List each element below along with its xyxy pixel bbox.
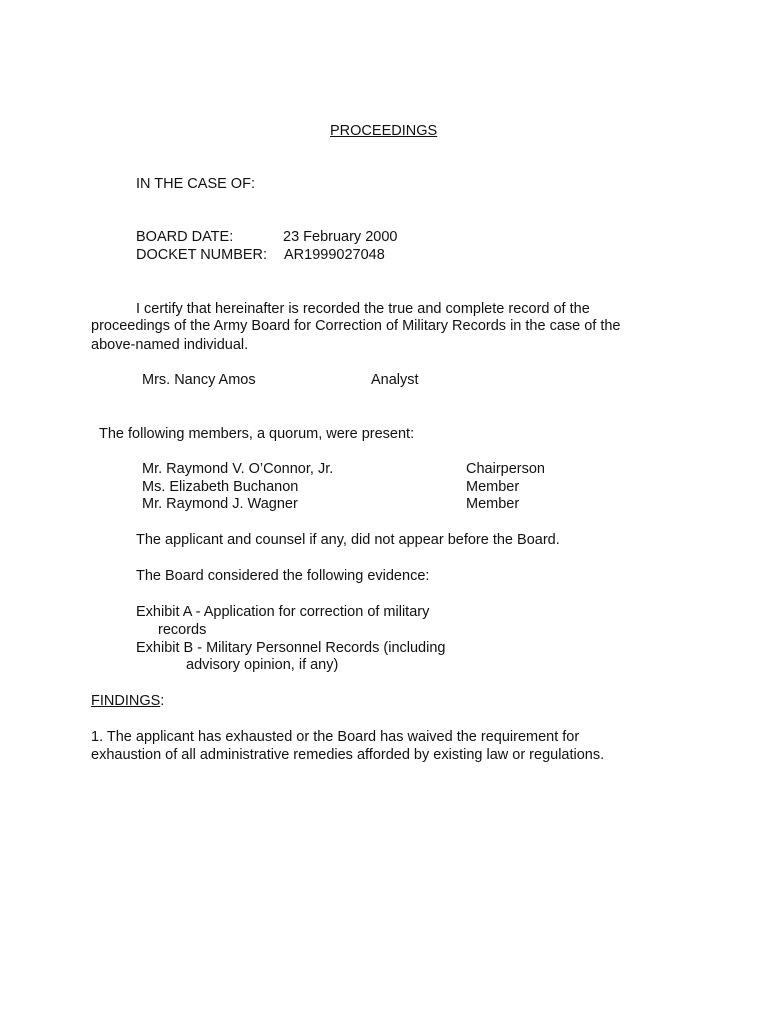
certification-line: above-named individual. [91, 337, 249, 353]
findings-heading-text: FINDINGS [91, 693, 161, 709]
member-name: Ms. Elizabeth Buchanon [142, 479, 299, 495]
member-role: Member [466, 496, 520, 512]
findings-heading [91, 692, 164, 710]
certification-line: proceedings of the Army Board for Correction of Military Records in the case of the [91, 318, 621, 334]
member-role: Member [466, 479, 520, 495]
docket-number-value: AR1999027048 [284, 247, 385, 263]
quorum-statement: The following members, a quorum, were present: [99, 426, 415, 442]
board-date-label: BOARD DATE: [136, 229, 234, 245]
member-name: Mr. Raymond J. Wagner [142, 496, 298, 512]
board-date-value: 23 February 2000 [283, 229, 398, 245]
appearance-statement: The applicant and counsel if any, did not appear before the Board. [136, 532, 560, 548]
member-name: Mr. Raymond V. O’Connor, Jr. [142, 461, 334, 477]
analyst-role: Analyst [371, 372, 419, 388]
case-label: IN THE CASE OF: [136, 176, 255, 192]
exhibit-a-line: Exhibit A - Application for correction of military [136, 604, 430, 620]
exhibit-b-line: advisory opinion, if any) [186, 657, 339, 673]
docket-number-label: DOCKET NUMBER: [136, 247, 268, 263]
analyst-name: Mrs. Nancy Amos [142, 372, 256, 388]
certification-line: I certify that hereinafter is recorded the true and complete record of the [136, 301, 590, 317]
evidence-statement: The Board considered the following evidence: [136, 568, 430, 584]
page-title: PROCEEDINGS [330, 123, 438, 139]
exhibit-a-line: records [158, 622, 207, 638]
exhibit-b-line: Exhibit B - Military Personnel Records (including [136, 640, 446, 656]
findings-heading-colon: : [160, 693, 165, 709]
finding-line: 1. The applicant has exhausted or the Board has waived the requirement for [91, 729, 580, 745]
member-role: Chairperson [466, 461, 545, 477]
finding-line: exhaustion of all administrative remedies afforded by existing law or regulations. [91, 747, 605, 763]
